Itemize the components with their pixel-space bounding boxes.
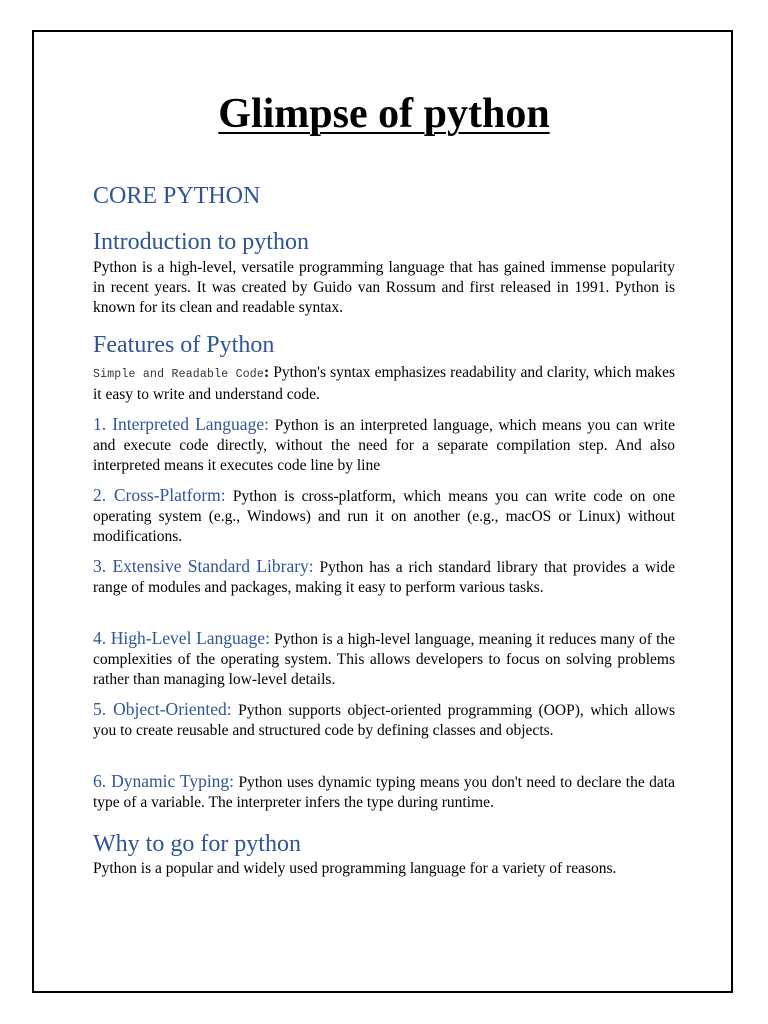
- feature-item-dynamic-typing: [93, 771, 675, 813]
- feature-item-cross-platform: [93, 485, 675, 547]
- feature-item-lead: 3. Extensive Standard Library:: [93, 556, 314, 576]
- feature-simple-lead: Simple and Readable Code: [93, 368, 265, 381]
- feature-simple-paragraph: [93, 363, 675, 405]
- feature-item-lead: 1. Interpreted Language:: [93, 414, 269, 434]
- feature-simple-body: Python's syntax emphasizes readability and clarity, which makes it easy to write and understand code.: [93, 364, 675, 403]
- feature-item-body: Python is an interpreted language, which means you can write and execute code directly, without the need for a separate compilation step. And also interpreted means it executes code line by line: [93, 417, 675, 474]
- feature-item-body: Python has a rich standard library that provides a wide range of modules and packages, making it easy to perform various tasks.: [93, 559, 675, 596]
- feature-item-lead: 4. High-Level Language:: [93, 628, 270, 648]
- feature-item-lead: 5. Object-Oriented:: [93, 699, 232, 719]
- intro-paragraph: Python is a high-level, versatile programming language that has gained immense popularity in recent years. It was created by Guido van Rossum and first released in 1991. Python is known for its clean and readable syntax.: [93, 259, 675, 316]
- section-heading-core-python: CORE PYTHON: [93, 183, 261, 209]
- feature-item-body: Python supports object-oriented programming (OOP), which allows you to create reusable and structured code by defining classes and objects.: [93, 702, 676, 739]
- feature-item-body: Python is a high-level language, meaning it reduces many of the complexities of the operating system. This allows developers to focus on solving problems rather than managing low-level details.: [93, 631, 675, 688]
- features-heading: Features of Python: [93, 332, 275, 358]
- feature-item-body: Python is cross-platform, which means you can write code on one operating system (e.g., Windows) and run it on another (e.g., macOS or Linux) without modifications.: [93, 488, 675, 545]
- feature-item-lead: 2. Cross-Platform:: [93, 485, 226, 505]
- why-paragraph: Python is a popular and widely used programming language for a variety of reasons.: [93, 860, 617, 877]
- why-heading: Why to go for python: [93, 831, 301, 857]
- feature-item-standard-library: [93, 556, 675, 598]
- intro-heading: Introduction to python: [93, 229, 309, 255]
- feature-item-lead: 6. Dynamic Typing:: [93, 771, 235, 791]
- document-title: Glimpse of python: [218, 91, 550, 137]
- feature-item-body: Python uses dynamic typing means you don't need to declare the data type of a variable. The interpreter infers the type during runtime.: [93, 774, 675, 811]
- feature-item-object-oriented: [93, 699, 675, 741]
- feature-item-interpreted: [93, 414, 675, 476]
- feature-simple-colon: :: [264, 364, 270, 381]
- feature-item-high-level: [93, 628, 675, 690]
